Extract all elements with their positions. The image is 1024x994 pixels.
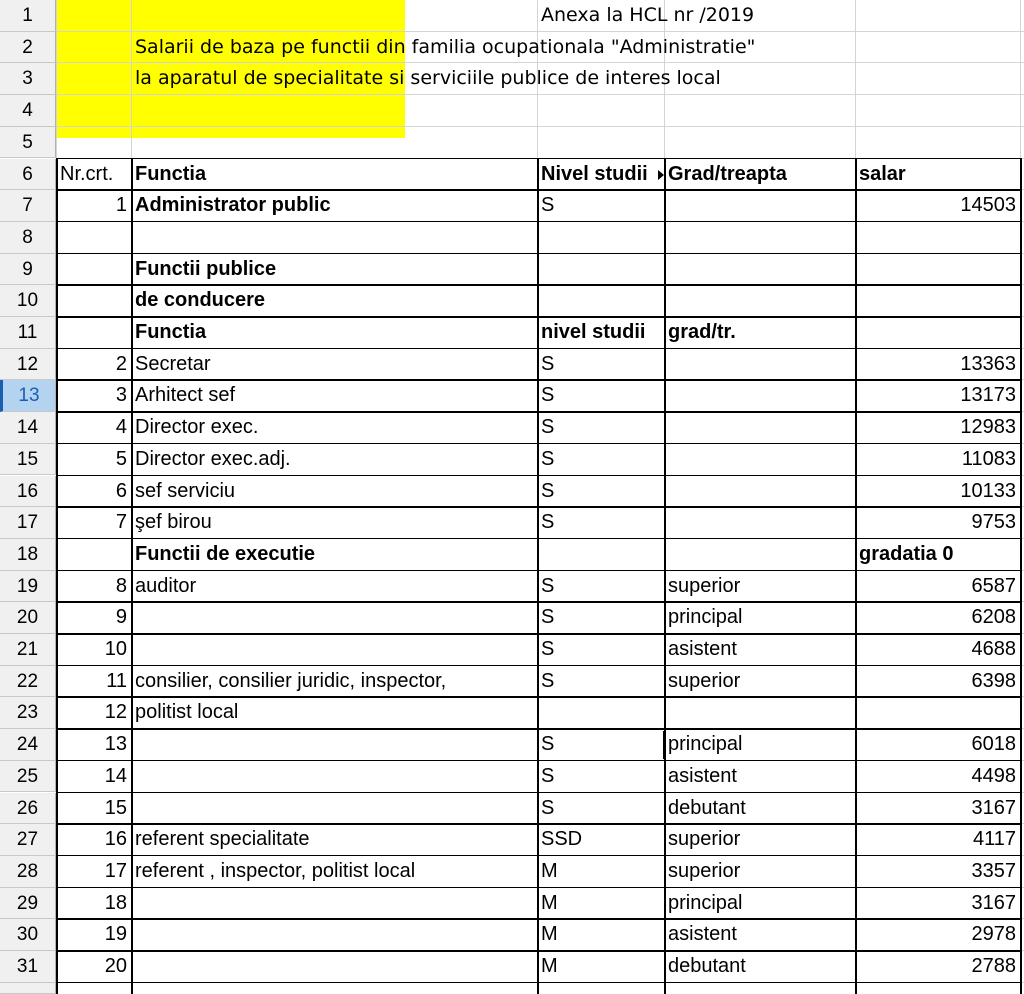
cell-border <box>56 284 1021 286</box>
row-header[interactable]: 6 <box>0 159 56 191</box>
cell-nivel[interactable]: S <box>541 511 555 534</box>
cell-nr[interactable]: 5 <box>115 447 127 470</box>
cell-border <box>56 950 1021 952</box>
cell-nivel[interactable]: S <box>541 796 555 819</box>
cell-grad[interactable]: principal <box>668 606 743 629</box>
cell-border <box>56 411 1021 413</box>
cell-functia[interactable] <box>132 761 537 793</box>
cell-grad[interactable] <box>665 412 855 444</box>
gradatia-label[interactable]: gradatia 0 <box>859 542 954 565</box>
cell-grad[interactable]: debutant <box>668 955 746 977</box>
cell-grad[interactable]: superior <box>668 574 741 597</box>
cell-cursor <box>663 731 666 759</box>
cell-functia[interactable]: Arhitect sef <box>135 384 236 407</box>
cell-border <box>56 443 1021 445</box>
row-header[interactable]: 10 <box>0 285 56 317</box>
cell-nr[interactable]: 7 <box>115 511 127 534</box>
cell-border <box>56 158 1021 160</box>
cell-border <box>56 316 1021 318</box>
cell-salar[interactable]: 6018 <box>971 733 1016 756</box>
cell-grad[interactable]: superior <box>668 669 741 692</box>
section-title[interactable]: Functii publice <box>135 257 277 280</box>
row-header[interactable]: 27 <box>0 824 56 856</box>
cell-border <box>131 158 133 994</box>
row-header[interactable]: 18 <box>0 539 56 571</box>
cell-nr[interactable]: 4 <box>115 416 127 439</box>
row-header[interactable]: 15 <box>0 444 56 476</box>
row-header[interactable]: 31 <box>0 951 56 983</box>
cell-grad[interactable]: superior <box>668 859 741 882</box>
cell-salar[interactable]: 4688 <box>971 638 1016 660</box>
cell-nr[interactable]: 2 <box>115 352 127 375</box>
cell-border <box>56 253 1021 255</box>
cell-nivel[interactable]: S <box>541 352 555 375</box>
subheader-nivel[interactable]: nivel studii <box>541 321 646 343</box>
cell-nr[interactable]: 20 <box>104 955 127 977</box>
cell-nivel[interactable]: M <box>541 955 558 977</box>
cell-grad[interactable] <box>665 507 855 539</box>
header-functia[interactable]: Functia <box>135 162 207 185</box>
cell-border <box>855 158 857 994</box>
cell-border <box>56 348 1021 350</box>
row-header[interactable]: 26 <box>0 793 56 825</box>
cell-nivel[interactable]: S <box>541 669 555 692</box>
cell-border <box>56 982 1021 984</box>
row-header[interactable]: 20 <box>0 602 56 634</box>
cell-nivel[interactable]: S <box>541 479 555 502</box>
header-nr[interactable]: Nr.crt. <box>60 162 114 185</box>
cell-functia[interactable] <box>132 602 537 634</box>
cell-border <box>56 728 1021 730</box>
cell-salar[interactable]: 6587 <box>971 574 1016 597</box>
cell-nr[interactable]: 12 <box>104 701 127 724</box>
row-header[interactable]: 22 <box>0 666 56 698</box>
row-header[interactable]: 16 <box>0 476 56 508</box>
cell-salar[interactable]: 10133 <box>960 479 1016 502</box>
cell-nivel[interactable]: S <box>541 574 555 597</box>
cell-grad[interactable]: asistent <box>668 764 737 787</box>
cell-nr[interactable]: 9 <box>115 606 127 629</box>
cell-border <box>56 918 1021 920</box>
cell-nivel[interactable]: S <box>541 638 555 660</box>
cell-salar[interactable]: 3167 <box>971 891 1016 914</box>
cell-functia[interactable] <box>132 888 537 920</box>
cell-salar[interactable]: 13363 <box>960 352 1016 375</box>
cell-salar[interactable]: 11083 <box>961 447 1016 470</box>
cell-border <box>56 665 1021 667</box>
cell-functia[interactable]: sef serviciu <box>135 479 236 502</box>
cell-functia[interactable] <box>132 919 537 951</box>
cell-functia[interactable]: Administrator public <box>135 194 331 217</box>
row-header[interactable]: 11 <box>0 317 56 349</box>
row-header[interactable]: 5 <box>0 127 56 159</box>
row-header[interactable]: 21 <box>0 634 56 666</box>
cell-salar[interactable]: 4498 <box>971 764 1016 787</box>
cell-nivel[interactable] <box>538 697 664 729</box>
cell-border <box>56 823 1021 825</box>
row-header[interactable]: 17 <box>0 507 56 539</box>
cell-nivel[interactable]: S <box>541 606 555 629</box>
cell-border <box>56 379 1021 381</box>
cell-nivel[interactable]: M <box>541 891 558 914</box>
cell-nr[interactable]: 19 <box>104 923 127 946</box>
header-salar[interactable]: salar <box>859 162 906 185</box>
cell-functia[interactable]: consilier, consilier juridic, inspector, <box>135 669 447 692</box>
cell-nr[interactable]: 15 <box>104 796 127 819</box>
cell-salar[interactable]: 9753 <box>971 511 1016 534</box>
row-header[interactable]: 29 <box>0 888 56 920</box>
row-header[interactable]: 2 <box>0 32 56 64</box>
cell-functia[interactable]: auditor <box>135 574 197 597</box>
cell-border <box>56 760 1021 762</box>
cell-grad[interactable]: principal <box>668 733 743 756</box>
cell-nr[interactable]: 17 <box>104 859 127 882</box>
cell-nivel[interactable]: S <box>541 733 555 756</box>
cell-grad[interactable]: asistent <box>668 638 737 660</box>
cell-nr[interactable]: 1 <box>115 194 127 217</box>
row-header <box>0 983 56 994</box>
cell-nivel[interactable]: SSD <box>541 828 583 851</box>
cell-border <box>664 158 666 994</box>
title-line-1[interactable]: Salarii de baza pe functii din familia ocupationala "Administratie" <box>135 35 756 58</box>
cell-nr[interactable]: 8 <box>115 574 127 597</box>
cell-border <box>1020 158 1022 994</box>
row-header[interactable]: 28 <box>0 856 56 888</box>
row-header[interactable]: 25 <box>0 761 56 793</box>
cell-salar[interactable]: 12983 <box>960 416 1016 439</box>
section-title[interactable]: de conducere <box>135 289 266 312</box>
row-header[interactable]: 13 <box>0 380 56 412</box>
cell-nivel[interactable]: M <box>541 859 558 882</box>
cell-salar[interactable]: 6398 <box>971 669 1016 692</box>
cell-border <box>56 792 1021 794</box>
row-header[interactable]: 23 <box>0 697 56 729</box>
cell-functia[interactable] <box>132 634 537 666</box>
cell-nr[interactable]: 16 <box>104 828 127 851</box>
cell-nr[interactable]: 3 <box>115 384 127 407</box>
cell-nivel[interactable]: S <box>541 416 555 439</box>
row-header[interactable]: 7 <box>0 190 56 222</box>
cell-nr[interactable]: 14 <box>104 764 127 787</box>
row-header[interactable]: 19 <box>0 571 56 603</box>
annex-label[interactable]: Anexa la HCL nr /2019 <box>541 4 755 26</box>
cell-nr[interactable]: 6 <box>115 479 127 502</box>
cell-nivel[interactable]: M <box>541 923 558 946</box>
subheader-functia[interactable]: Functia <box>135 321 207 343</box>
row-header[interactable]: 8 <box>0 222 56 254</box>
header-grad[interactable]: Grad/treapta <box>668 162 787 185</box>
cell-grad[interactable]: superior <box>668 828 741 851</box>
row-header[interactable]: 24 <box>0 729 56 761</box>
row-header[interactable]: 14 <box>0 412 56 444</box>
cell-salar[interactable]: 6208 <box>971 606 1016 629</box>
cell-border <box>56 221 1021 223</box>
row-header[interactable]: 9 <box>0 254 56 286</box>
cell-nr[interactable]: 10 <box>104 638 127 660</box>
cell-border <box>56 158 58 994</box>
cell-border <box>56 506 1021 508</box>
row-header[interactable]: 1 <box>0 0 56 32</box>
subheader-grad[interactable]: grad/tr. <box>668 321 736 343</box>
cell-nivel[interactable]: S <box>541 384 555 407</box>
cell-salar[interactable] <box>856 697 1020 729</box>
cell-border <box>56 887 1021 889</box>
highlight-fill <box>0 0 405 32</box>
cell-border <box>56 633 1021 635</box>
cell-grad[interactable]: debutant <box>668 796 746 819</box>
cell-grad[interactable] <box>665 476 855 508</box>
cell-border <box>537 158 539 994</box>
cell-grad[interactable] <box>665 697 855 729</box>
highlight-fill <box>0 127 405 138</box>
cell-functia[interactable]: Director exec.adj. <box>135 447 291 470</box>
cell-functia[interactable]: referent specialitate <box>135 828 310 851</box>
cell-salar[interactable]: 3357 <box>971 859 1016 882</box>
cell-border <box>56 855 1021 857</box>
cell-grad[interactable]: asistent <box>668 923 737 946</box>
cell-functia[interactable] <box>132 951 537 983</box>
cell-border <box>56 696 1021 698</box>
cell-border <box>56 475 1021 477</box>
cell-salar[interactable]: 2788 <box>971 955 1016 977</box>
cell-functia[interactable]: referent , inspector, politist local <box>135 859 416 882</box>
row-header[interactable]: 12 <box>0 349 56 381</box>
header-nivel[interactable]: Nivel studii <box>541 162 648 185</box>
cell-salar[interactable]: 13173 <box>960 384 1016 407</box>
row-header[interactable]: 3 <box>0 63 56 95</box>
cell-border <box>56 538 1021 540</box>
row-header[interactable]: 4 <box>0 95 56 127</box>
cell-functia[interactable]: Director exec. <box>135 416 259 439</box>
cell-salar[interactable]: 2978 <box>971 923 1016 946</box>
cell-functia[interactable]: politist local <box>135 701 239 724</box>
cell-nivel[interactable]: S <box>541 447 555 470</box>
section-title[interactable]: Functii de executie <box>135 542 316 565</box>
cell-functia[interactable]: şef birou <box>135 511 212 534</box>
gridline-row <box>56 126 1024 127</box>
cell-border <box>56 189 1021 191</box>
cell-nr[interactable]: 11 <box>106 669 127 692</box>
cell-nr[interactable]: 13 <box>104 733 127 756</box>
cell-salar[interactable]: 3167 <box>971 796 1016 819</box>
row-header[interactable]: 30 <box>0 919 56 951</box>
cell-functia[interactable] <box>132 793 537 825</box>
cell-grad[interactable] <box>665 444 855 476</box>
cell-border <box>56 570 1021 572</box>
highlight-fill <box>0 95 405 127</box>
cell-salar[interactable]: 4117 <box>972 828 1016 851</box>
title-line-2[interactable]: la aparatul de specialitate si serviciile publice de interes local <box>135 67 721 90</box>
cell-functia[interactable] <box>132 729 537 761</box>
cell-border <box>56 601 1021 603</box>
cell-grad[interactable]: principal <box>668 891 743 914</box>
cell-nr[interactable]: 18 <box>104 891 127 914</box>
cell-grad[interactable] <box>665 380 855 412</box>
cell-functia[interactable]: Secretar <box>135 352 211 375</box>
cell-salar[interactable]: 14503 <box>960 194 1016 217</box>
cell-nivel[interactable]: S <box>541 194 555 217</box>
cell-grad[interactable] <box>665 349 855 381</box>
cell-nivel[interactable]: S <box>541 764 555 787</box>
